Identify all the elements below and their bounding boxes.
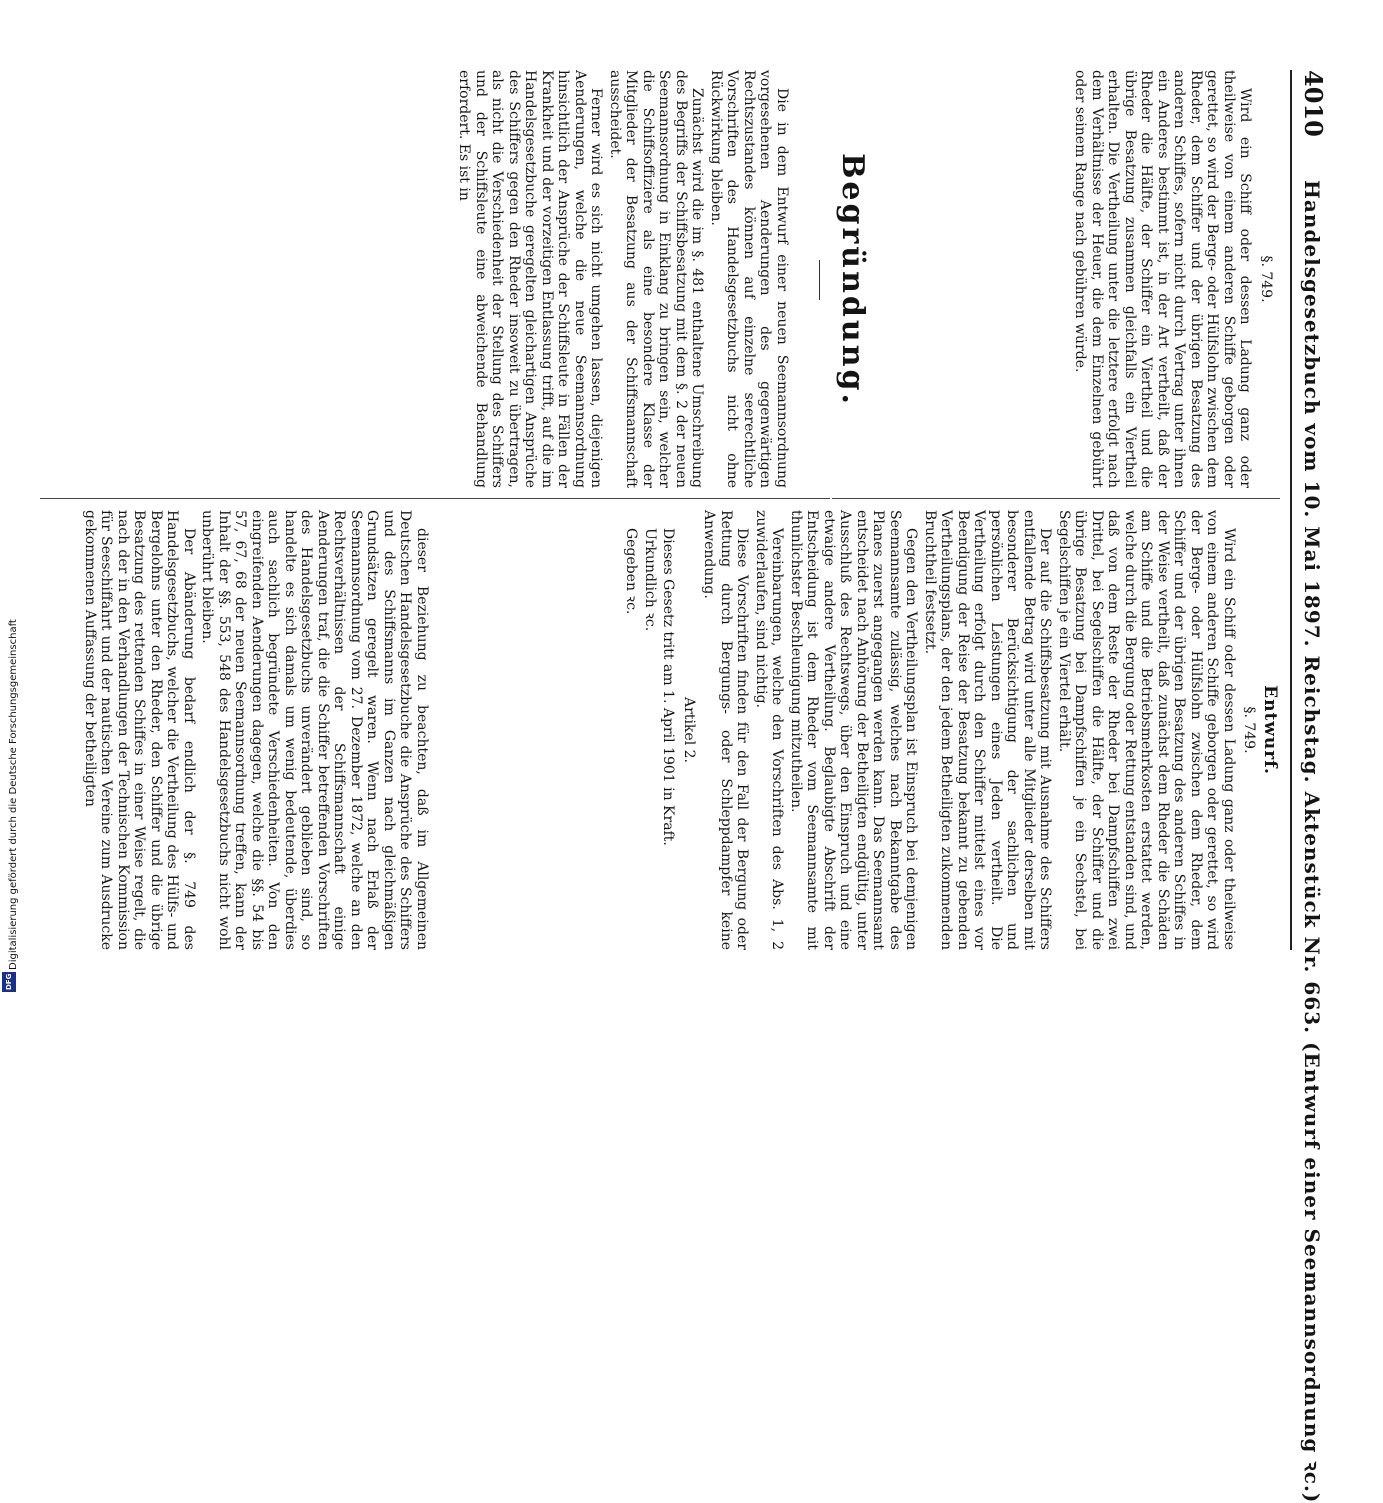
begruendung-paragraph: Ferner wird es sich nicht umgehen lassen, diejenigen Aenderungen, welche die neue Seemannsordnung hinsichtlich der Ansprüche der Schiffsleute in Fällen der Krankheit und der vorzeitigen Entlassung trifft, auf die im Handelsgesetzbuche geregelten gleichartigen Ansprüche des Schiffers gegen den Rheder insoweit zu übertragen, als nicht die Verschiedenheit der Stellung des Schiffers und der Schiffsleute eine abweichende Behandlung erfordert. Es ist in	[456, 70, 605, 488]
page-header-title: Handelsgesetzbuch vom 10. Mai 1897. Reichstag. Aktenstück Nr. 663. (Entwurf einer Seemannsordnung ꝛc.)	[1300, 180, 1324, 1503]
current-law-paragraph: Wird ein Schiff oder dessen Ladung ganz oder theilweise von einem anderen Schiffe geborgen oder gerettet, so wird der Berge- oder Hülfslohn zwischen dem Rheder, dem Schiffer und der übrigen Besatzung des anderen Schiffes, sofern nicht durch Vertrag unter ihnen ein Anderes bestimmt ist, in der Art vertheilt, daß der Rheder die Hälfte, der Schiffer ein Viertheil und die übrige Besatzung zusammen gleichfalls ein Viertheil erhalten. Die Vertheilung unter die letztere erfolgt nach dem Verhältnisse der Heuer, die dem Einzelnen gebührt oder seinem Range nach gebühren würde.	[1072, 70, 1254, 488]
begruendung-paragraph: Die in dem Entwurf einer neuen Seemannsordnung vorgesehenen Aenderungen des gegenwärtigen Rechtszustandes können auf einzelne seerechtliche Vorschriften des Handelsgesetzbuchs nicht ohne Rückwirkung bleiben.	[708, 70, 790, 488]
begruendung-left-column	[454, 70, 790, 488]
digitization-note: Digitalisierung gefördert durch die Deutsche Forschungsgemeinschaft	[8, 619, 19, 970]
closing-gegeben: Gegeben ꝛc.	[623, 528, 640, 615]
begruendung-title: Begründung.	[835, 153, 870, 407]
closing-urkundlich: Urkundlich ꝛc.	[642, 528, 658, 632]
title-rule	[819, 260, 820, 300]
article-heading: Artikel 2.	[681, 697, 697, 763]
begruendung-right-column	[80, 510, 431, 950]
draft-paragraph: Wird ein Schiff oder dessen Ladung ganz oder theilweise von einem anderen Schiffe geborgen oder gerettet, so wird der Berge- oder Hülfslohn zwischen dem Rheder, dem Schiffer und der übrigen Besatzung des anderen Schiffes in der Weise vertheilt, daß zunächst dem Rheder die Schäden am Schiffe und die Betriebsmehrkosten erstattet werden, welche durch die Bergung oder Rettung entstanden sind, und daß von dem Reste der Rheder bei Dampfschiffen zwei Drittel, bei Segelschiffen die Hälfte, der Schiffer und die übrige Besatzung bei Dampfschiffen je ein Sechstel, bei Segelschiffen je ein Viertel erhält.	[1056, 510, 1237, 950]
begruendung-paragraph: Zunächst wird die im §. 481 enthaltene Umschreibung des Begriffs der Schiffsbesatzung mit dem §. 2 der neuen Seemannsordnung in Einklang zu bringen sein, welcher die Schiffsoffiziere als eine besondere Klasse der Mitglieder der Besatzung aus der Schiffsmannschaft ausscheidet.	[607, 70, 706, 488]
current-law-column	[1070, 70, 1278, 488]
draft-heading: Entwurf.	[1260, 685, 1280, 775]
dfg-logo: DFG	[2, 972, 16, 992]
draft-section-number: §. 749.	[1241, 706, 1258, 754]
draft-paragraph: Der auf die Schiffsbesatzung mit Ausnahme des Schiffers entfallende Betrag wird unter alle Mitglieder derselben mit besonderer Berücksichtigung der sachlichen und persönlichen Leistungen eines Jeden vertheilt. Die Vertheilung erfolgt durch den Schiffer mittelst eines vor Beendigung der Reise der Besatzung bekannt zu gebenden Vertheilungsplans, der den jedem Betheiligten zukommenden Bruchtheil festsetzt.	[922, 510, 1054, 950]
begruendung-paragraph: Der Abänderung bedarf endlich der §. 749 des Handelsgesetzbuchs, welcher die Vertheilung des Hülfs- und Bergelohns unter den Rheder, den Schiffer und die übrige Besatzung des rettenden Schiffes in einer Weise regelt, die nach der in den Verhandlungen der Technischen Kommission für Seeschiffahrt und der nautischen Vereine zum Ausdrucke gekommenen Auffassung der betheiligten	[82, 510, 197, 950]
rotated-document-page	[40, 10, 1340, 1503]
current-law-section-number: §. 749.	[1258, 255, 1274, 303]
draft-column	[621, 510, 1282, 950]
begruendung-paragraph: dieser Beziehung zu beachten, daß im Allgemeinen Deutschen Handelsgesetzbuche die Ansprüche des Schiffers und des Schiffsmanns im Ganzen nach gleichmäßigen Grundsätzen geregelt waren. Wenn nach Erlaß der Seemannsordnung vom 27. Dezember 1872, welche an den Rechtsverhältnissen der Schiffsmannschaft einige Aenderungen traf, die die Schiffer betreffenden Vorschriften des Handelsgesetzbuchs unverändert geblieben sind, so handelte es sich damals um wenig bedeutende, überdies auch sachlich begründete Verschiedenheiten. Von den eingreifenden Aenderungen dagegen, welche die §§. 54 bis 57, 67, 68 der neuen Seemannsordnung treffen, kann der Inhalt der §§. 553, 548 des Handelsgesetzbuchs nicht wohl unberührt bleiben.	[199, 510, 430, 950]
column-separator-upper	[832, 498, 1280, 499]
draft-paragraph: Gegen den Vertheilungsplan ist Einspruch bei demjenigen Seemannsamte zulässig, welches nach Bekanntgabe des Planes zuerst angegangen werden kann. Das Seemannsamt entscheidet nach Anhörung der Betheiligten endgültig, unter Ausschluß des Rechtswegs, über den Einspruch und eine etwaige andere Vertheilung. Beglaubigte Abschrift der Entscheidung ist dem Rheder vom Seemannsamte mit thunlichster Beschleunigung mitzutheilen.	[788, 510, 920, 950]
column-separator-lower	[40, 498, 830, 499]
draft-paragraph: Vereinbarungen, welche den Vorschriften des Abs. 1, 2 zuwiderlaufen, sind nichtig.	[753, 510, 786, 950]
header-rule	[1290, 70, 1292, 950]
page-header	[1292, 70, 1332, 1503]
draft-paragraph: Diese Vorschriften finden für den Fall der Bergung oder Rettung durch Bergungs- oder Schleppdampfer keine Anwendung.	[701, 510, 751, 950]
article-text: Dieses Gesetz tritt am 1. April 1901 in Kraft.	[660, 528, 677, 846]
page-number: 4010	[1299, 70, 1328, 137]
